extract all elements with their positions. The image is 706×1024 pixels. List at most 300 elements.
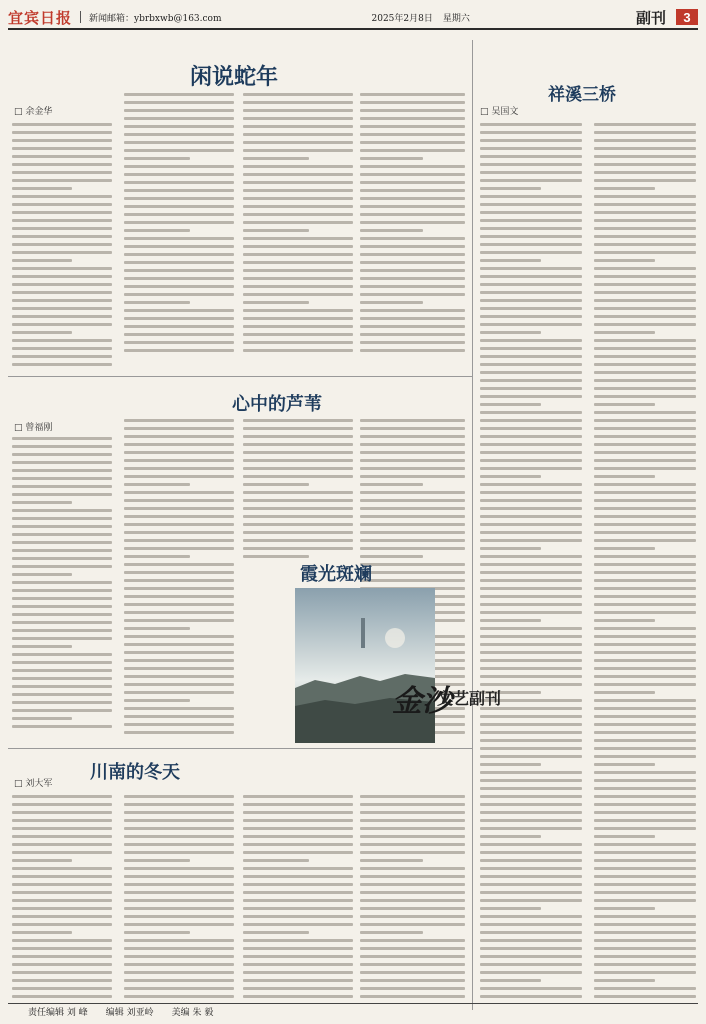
- text-line: [480, 859, 582, 862]
- text-line: [12, 701, 112, 704]
- text-line: [12, 235, 112, 238]
- text-line: [594, 539, 696, 542]
- text-line: [124, 603, 234, 606]
- text-line: [124, 341, 234, 344]
- text-line: [12, 717, 72, 720]
- text-column: [243, 88, 353, 357]
- text-line: [243, 995, 353, 998]
- page-number: 3: [676, 9, 698, 25]
- text-line: [243, 547, 353, 550]
- text-line: [124, 627, 190, 630]
- text-line: [360, 555, 423, 558]
- text-line: [480, 363, 582, 366]
- text-line: [360, 317, 465, 320]
- text-line: [124, 523, 234, 526]
- text-line: [594, 443, 696, 446]
- text-line: [480, 515, 582, 518]
- text-line: [12, 347, 112, 350]
- text-line: [12, 211, 112, 214]
- text-line: [12, 155, 112, 158]
- text-line: [594, 811, 696, 814]
- text-line: [480, 835, 541, 838]
- text-line: [124, 995, 234, 998]
- text-line: [594, 395, 696, 398]
- text-line: [594, 635, 696, 638]
- text-line: [243, 915, 353, 918]
- footer-editor: 责任编辑 刘 峰: [28, 1007, 88, 1018]
- text-line: [243, 189, 353, 192]
- text-line: [124, 675, 234, 678]
- text-line: [12, 243, 112, 246]
- text-line: [243, 907, 353, 910]
- text-line: [124, 667, 234, 670]
- text-line: [594, 475, 655, 478]
- text-line: [243, 963, 353, 966]
- text-line: [594, 491, 696, 494]
- text-line: [480, 627, 582, 630]
- text-line: [594, 323, 696, 326]
- text-line: [12, 147, 112, 150]
- text-line: [243, 891, 353, 894]
- text-line: [243, 309, 353, 312]
- text-line: [12, 549, 112, 552]
- text-line: [360, 261, 465, 264]
- text-line: [243, 157, 309, 160]
- text-line: [360, 803, 465, 806]
- text-line: [480, 195, 582, 198]
- text-line: [124, 947, 234, 950]
- text-line: [12, 355, 112, 358]
- text-line: [124, 261, 234, 264]
- text-line: [594, 667, 696, 670]
- text-line: [360, 515, 465, 518]
- text-line: [480, 595, 582, 598]
- text-line: [594, 883, 696, 886]
- text-line: [594, 787, 696, 790]
- text-line: [243, 101, 353, 104]
- article-author: □ 刘大军: [14, 779, 53, 789]
- text-line: [594, 531, 696, 534]
- text-line: [124, 819, 234, 822]
- text-line: [243, 811, 353, 814]
- text-line: [124, 277, 234, 280]
- text-line: [12, 171, 112, 174]
- text-line: [360, 237, 465, 240]
- text-line: [594, 803, 696, 806]
- text-line: [12, 987, 112, 990]
- text-line: [360, 971, 465, 974]
- text-column: [124, 88, 234, 357]
- text-line: [12, 187, 72, 190]
- text-line: [12, 291, 112, 294]
- text-line: [594, 467, 696, 470]
- text-line: [594, 507, 696, 510]
- text-line: [243, 213, 353, 216]
- contact-email: 新闻邮箱：ybrbxwb@163.com: [89, 13, 222, 24]
- text-line: [243, 539, 353, 542]
- text-line: [12, 501, 72, 504]
- text-line: [594, 587, 696, 590]
- text-line: [594, 971, 696, 974]
- text-line: [124, 483, 190, 486]
- text-line: [243, 245, 353, 248]
- text-line: [480, 155, 582, 158]
- text-line: [594, 907, 655, 910]
- text-line: [360, 269, 465, 272]
- text-line: [243, 843, 353, 846]
- text-line: [480, 243, 582, 246]
- text-line: [124, 467, 234, 470]
- text-line: [594, 275, 696, 278]
- text-line: [594, 187, 655, 190]
- text-line: [594, 867, 696, 870]
- text-line: [124, 619, 234, 622]
- text-line: [480, 931, 582, 934]
- text-line: [594, 387, 696, 390]
- text-line: [243, 939, 353, 942]
- text-line: [360, 859, 423, 862]
- text-line: [243, 467, 353, 470]
- text-line: [243, 181, 353, 184]
- text-line: [124, 101, 234, 104]
- text-line: [124, 651, 234, 654]
- text-line: [12, 661, 112, 664]
- text-line: [12, 339, 112, 342]
- text-line: [12, 629, 112, 632]
- text-line: [360, 539, 465, 542]
- text-line: [594, 683, 696, 686]
- text-line: [12, 123, 112, 126]
- text-line: [360, 325, 465, 328]
- text-line: [124, 715, 234, 718]
- text-line: [124, 173, 234, 176]
- text-line: [594, 731, 696, 734]
- text-column: [480, 118, 582, 1003]
- text-line: [594, 595, 696, 598]
- text-line: [594, 979, 655, 982]
- text-line: [124, 891, 234, 894]
- text-line: [124, 333, 234, 336]
- text-line: [480, 891, 582, 894]
- text-line: [480, 987, 582, 990]
- text-line: [594, 707, 696, 710]
- text-line: [480, 963, 582, 966]
- text-line: [12, 621, 112, 624]
- text-line: [480, 371, 582, 374]
- text-line: [243, 507, 353, 510]
- text-line: [594, 739, 696, 742]
- text-line: [594, 371, 696, 374]
- text-line: [594, 995, 696, 998]
- text-line: [480, 227, 582, 230]
- text-line: [360, 173, 465, 176]
- text-line: [124, 491, 234, 494]
- text-line: [243, 555, 309, 558]
- text-line: [12, 283, 112, 286]
- text-line: [12, 851, 112, 854]
- text-line: [12, 469, 112, 472]
- text-line: [360, 499, 465, 502]
- text-line: [480, 331, 541, 334]
- text-line: [12, 931, 72, 934]
- text-line: [594, 123, 696, 126]
- section-divider: [8, 376, 472, 377]
- text-line: [594, 699, 696, 702]
- text-line: [480, 123, 582, 126]
- text-line: [124, 979, 234, 982]
- text-line: [594, 499, 696, 502]
- text-line: [243, 851, 353, 854]
- text-line: [124, 451, 234, 454]
- text-line: [480, 971, 582, 974]
- text-line: [594, 139, 696, 142]
- text-line: [480, 555, 582, 558]
- text-line: [480, 907, 541, 910]
- text-line: [243, 293, 353, 296]
- text-line: [124, 987, 234, 990]
- text-line: [360, 819, 465, 822]
- text-line: [124, 213, 234, 216]
- text-line: [243, 515, 353, 518]
- text-line: [243, 253, 353, 256]
- text-line: [360, 253, 465, 256]
- text-line: [124, 141, 234, 144]
- text-line: [594, 891, 696, 894]
- text-line: [12, 363, 112, 366]
- text-line: [594, 283, 696, 286]
- text-line: [480, 827, 582, 830]
- text-line: [243, 419, 353, 422]
- text-column: [243, 790, 353, 1003]
- text-line: [480, 803, 582, 806]
- text-line: [243, 827, 353, 830]
- text-line: [594, 819, 696, 822]
- text-line: [124, 197, 234, 200]
- text-line: [480, 731, 582, 734]
- text-line: [124, 555, 190, 558]
- text-line: [124, 205, 234, 208]
- footer-layout: 编辑 刘亚岭: [105, 1007, 154, 1018]
- text-line: [360, 995, 465, 998]
- text-line: [12, 795, 112, 798]
- footer-design: 美编 朱 毅: [171, 1007, 214, 1018]
- text-line: [480, 523, 582, 526]
- article-author: □ 吴国文: [480, 107, 519, 117]
- text-line: [12, 589, 112, 592]
- text-line: [243, 341, 353, 344]
- text-line: [594, 155, 696, 158]
- issue-date: 2025年2月8日: [371, 13, 433, 24]
- text-line: [480, 995, 582, 998]
- text-line: [480, 819, 582, 822]
- text-line: [12, 669, 112, 672]
- text-line: [124, 93, 234, 96]
- text-line: [12, 573, 72, 576]
- text-line: [594, 619, 655, 622]
- text-line: [360, 149, 465, 152]
- text-line: [124, 835, 234, 838]
- text-line: [360, 109, 465, 112]
- text-line: [12, 827, 112, 830]
- text-line: [360, 419, 465, 422]
- text-line: [243, 947, 353, 950]
- text-line: [594, 243, 696, 246]
- text-line: [480, 211, 582, 214]
- text-line: [480, 795, 582, 798]
- text-line: [243, 531, 353, 534]
- text-line: [243, 523, 353, 526]
- text-line: [12, 613, 112, 616]
- text-line: [480, 619, 541, 622]
- text-line: [360, 907, 465, 910]
- text-line: [480, 315, 582, 318]
- newspaper-logo: 宜宾日报: [8, 10, 73, 27]
- text-line: [360, 811, 465, 814]
- text-line: [360, 189, 465, 192]
- text-line: [124, 419, 234, 422]
- text-line: [243, 987, 353, 990]
- text-line: [594, 931, 696, 934]
- text-line: [360, 333, 465, 336]
- text-line: [594, 259, 655, 262]
- text-line: [243, 931, 309, 934]
- text-line: [594, 315, 696, 318]
- text-line: [12, 867, 112, 870]
- text-line: [12, 843, 112, 846]
- text-line: [124, 269, 234, 272]
- text-line: [124, 923, 234, 926]
- text-line: [594, 939, 696, 942]
- text-line: [243, 499, 353, 502]
- text-line: [480, 747, 582, 750]
- text-line: [480, 883, 582, 886]
- text-line: [243, 261, 353, 264]
- text-line: [480, 955, 582, 958]
- text-line: [360, 531, 465, 534]
- text-line: [594, 219, 696, 222]
- text-line: [12, 971, 112, 974]
- text-line: [594, 659, 696, 662]
- text-line: [480, 283, 582, 286]
- text-line: [360, 867, 465, 870]
- text-line: [594, 987, 696, 990]
- text-line: [360, 205, 465, 208]
- text-line: [480, 179, 582, 182]
- text-line: [243, 117, 353, 120]
- text-line: [360, 899, 465, 902]
- text-line: [480, 491, 582, 494]
- divider: [80, 11, 81, 23]
- section-divider: [8, 748, 472, 749]
- text-line: [360, 125, 465, 128]
- text-line: [124, 955, 234, 958]
- text-line: [480, 435, 582, 438]
- text-line: [360, 843, 465, 846]
- text-line: [360, 277, 465, 280]
- text-line: [243, 229, 309, 232]
- text-line: [480, 507, 582, 510]
- text-line: [124, 157, 190, 160]
- text-line: [12, 899, 112, 902]
- text-line: [594, 307, 696, 310]
- text-line: [360, 117, 465, 120]
- text-line: [360, 435, 465, 438]
- article-author: □ 曾福刚: [14, 423, 53, 433]
- text-line: [480, 547, 541, 550]
- text-line: [594, 723, 696, 726]
- text-line: [594, 563, 696, 566]
- text-line: [480, 323, 582, 326]
- text-line: [12, 251, 112, 254]
- text-line: [243, 451, 353, 454]
- text-line: [480, 387, 582, 390]
- text-line: [124, 507, 234, 510]
- text-column: [594, 118, 696, 1003]
- text-line: [243, 165, 353, 168]
- text-line: [594, 923, 696, 926]
- text-line: [480, 979, 541, 982]
- text-line: [480, 475, 541, 478]
- text-line: [360, 101, 465, 104]
- text-line: [12, 883, 112, 886]
- text-line: [243, 149, 353, 152]
- text-line: [480, 131, 582, 134]
- article-title: 祥溪三桥: [548, 85, 616, 105]
- text-line: [124, 907, 234, 910]
- text-line: [360, 835, 465, 838]
- text-line: [480, 675, 582, 678]
- text-line: [480, 947, 582, 950]
- text-line: [12, 179, 112, 182]
- text-line: [360, 197, 465, 200]
- text-line: [124, 317, 234, 320]
- text-line: [243, 491, 353, 494]
- text-line: [124, 899, 234, 902]
- text-line: [124, 971, 234, 974]
- text-line: [480, 579, 582, 582]
- text-line: [360, 875, 465, 878]
- text-line: [594, 411, 696, 414]
- text-line: [12, 477, 112, 480]
- text-line: [480, 539, 582, 542]
- text-line: [124, 563, 234, 566]
- text-line: [594, 851, 696, 854]
- text-line: [480, 739, 582, 742]
- text-line: [124, 309, 234, 312]
- text-line: [243, 835, 353, 838]
- text-line: [594, 483, 696, 486]
- text-line: [243, 325, 353, 328]
- text-line: [12, 517, 112, 520]
- text-line: [124, 149, 234, 152]
- text-line: [124, 707, 234, 710]
- text-line: [480, 403, 541, 406]
- text-line: [12, 437, 112, 440]
- text-line: [124, 253, 234, 256]
- text-line: [124, 963, 234, 966]
- text-line: [124, 571, 234, 574]
- text-line: [480, 147, 582, 150]
- text-line: [360, 285, 465, 288]
- article-title: 川南的冬天: [90, 762, 180, 783]
- text-line: [360, 349, 465, 352]
- text-line: [480, 635, 582, 638]
- text-line: [360, 547, 465, 550]
- text-line: [594, 691, 655, 694]
- text-line: [243, 435, 353, 438]
- text-line: [480, 427, 582, 430]
- text-line: [594, 763, 655, 766]
